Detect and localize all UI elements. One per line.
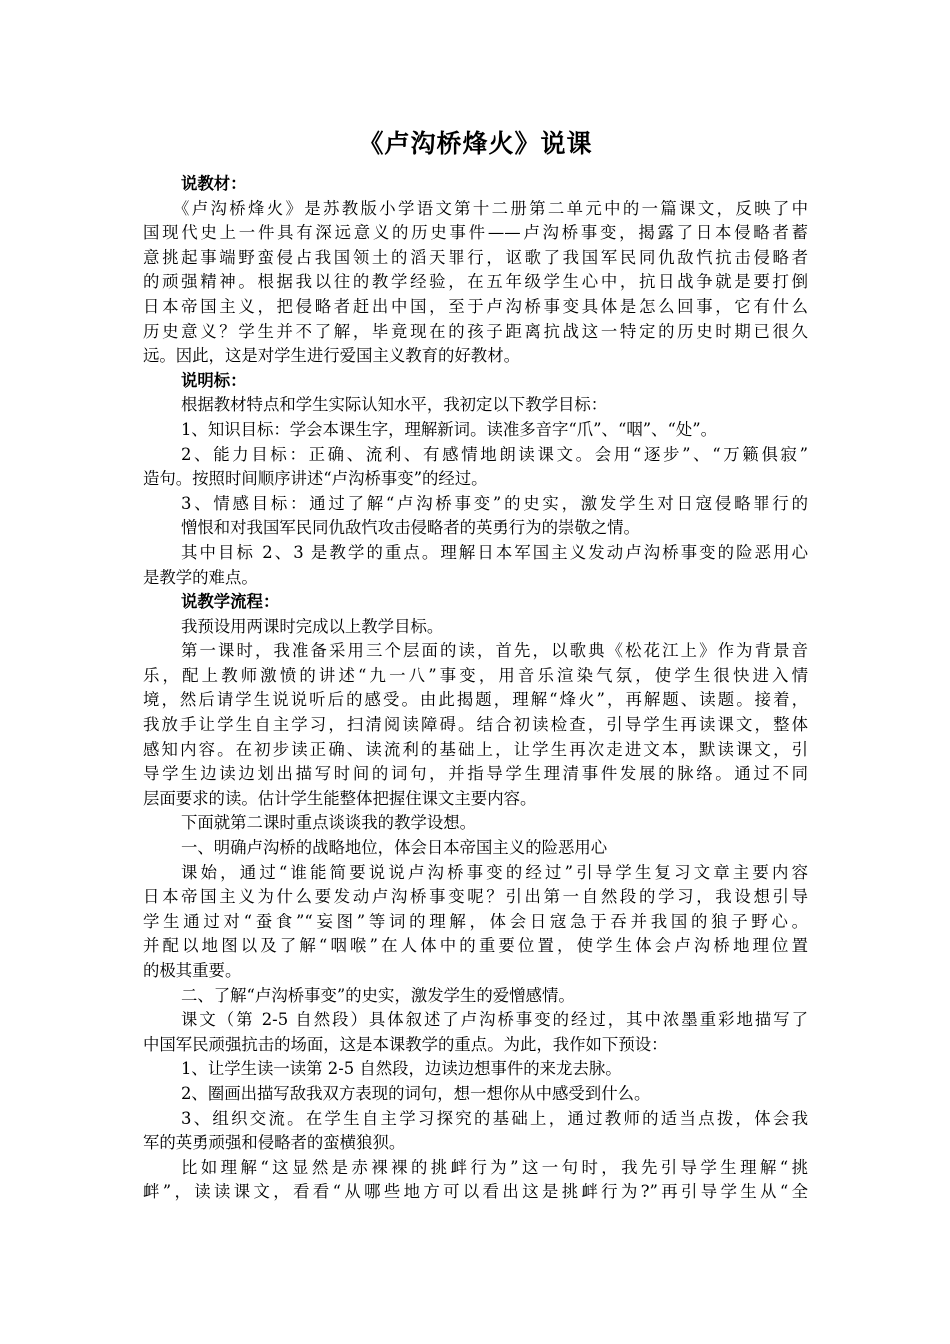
text-line: 日本帝国主义，把侵略者赶出中国，至于卢沟桥事变具体是怎么回事，它有什么 (143, 296, 808, 316)
text-line: 日本帝国主义为什么要发动卢沟桥事变呢？引出第一自然段的学习，我设想引导 (143, 887, 808, 907)
text-line: 根据教材特点和学生实际认知水平，我初定以下教学目标： (181, 395, 608, 415)
text-line: 3、情感目标：通过了解“卢沟桥事变”的史实，激发学生对日寇侵略罪行的 (181, 493, 808, 513)
text-line: 导学生边读边划出描写时间的词句，并指导学生理清事件发展的脉络。通过不同 (143, 764, 808, 784)
section-heading: 说教学流程： (181, 592, 280, 612)
text-line: 衅”，读读课文，看看“从哪些地方可以看出这是挑衅行为?”再引导学生从“全 (143, 1182, 808, 1202)
text-line: 我放手让学生自主学习，扫清阅读障碍。结合初读检查，引导学生再读课文，整体 (143, 715, 808, 735)
document-title: 《卢沟桥烽火》说课 (358, 129, 593, 158)
text-line: 二、了解“卢沟桥事变”的史实，激发学生的爱憎感情。 (181, 985, 575, 1005)
text-line: 第一课时，我准备采用三个层面的读，首先，以歌典《松花江上》作为背景音 (181, 641, 808, 661)
text-line: 境，然后请学生说说听后的感受。由此揭题，理解“烽火”，再解题、读题。接着， (143, 690, 808, 710)
text-line: 2、能力目标：正确、流利、有感情地朗读课文。会用“逐步”、“万籁俱寂” (181, 444, 808, 464)
text-line: 意挑起事端野蛮侵占我国领土的滔天罪行，讴歌了我国军民同仇敌忾抗击侵略者 (143, 247, 808, 267)
text-line: 历史意义？学生并不了解，毕竟现在的孩子距离抗战这一特定的历史时期已很久 (143, 321, 808, 341)
text-line: 感知内容。在初步读正确、读流利的基础上，让学生再次走进文本，默读课文，引 (143, 739, 808, 759)
text-line: 中国军民顽强抗击的场面，这是本课教学的重点。为此，我作如下预设： (143, 1034, 668, 1054)
text-line: 一、明确卢沟桥的战略地位，体会日本帝国主义的险恶用心 (181, 838, 608, 858)
text-line: 乐，配上教师激愤的讲述“九一八”事变，用音乐渲染气氛，使学生很快进入情 (143, 665, 808, 685)
text-line: 层面要求的读。估计学生能整体把握住课文主要内容。 (143, 788, 537, 808)
text-line: 比如理解“这显然是赤裸裸的挑衅行为”这一句时，我先引导学生理解“挑 (181, 1157, 808, 1177)
document-page (143, 128, 808, 1205)
text-line: 1、知识目标：学会本课生字，理解新词。读准多音字“爪”、“咽”、“处”。 (181, 419, 718, 439)
text-line: 1、让学生读一读第 2-5 自然段，边读边想事件的来龙去脉。 (181, 1059, 622, 1079)
text-line: 憎恨和对我国军民同仇敌忾攻击侵略者的英勇行为的崇敬之情。 (181, 518, 640, 538)
text-line: 远。因此，这是对学生进行爱国主义教育的好教材。 (143, 346, 520, 366)
text-line: 课始，通过“谁能简要说说卢沟桥事变的经过”引导学生复习文章主要内容 (181, 862, 808, 882)
text-line: 其中目标 2、3 是教学的重点。理解日本军国主义发动卢沟桥事变的险恶用心 (181, 542, 808, 562)
text-line: 2、圈画出描写敌我双方表现的词句，想一想你从中感受到什么。 (181, 1083, 651, 1103)
text-line: 下面就第二课时重点谈谈我的教学设想。 (181, 813, 477, 833)
text-line: 的极其重要。 (143, 961, 242, 980)
text-line: 3、组织交流。在学生自主学习探究的基础上，通过教师的适当点拨，体会我 (181, 1108, 808, 1128)
text-line: 造句。按照时间顺序讲述“卢沟桥事变”的经过。 (143, 469, 488, 489)
text-line: 是教学的难点。 (143, 567, 258, 587)
text-line: 课文（第 2-5 自然段）具体叙述了卢沟桥事变的经过，其中浓墨重彩地描写了 (181, 1010, 808, 1030)
section-heading: 说明标： (181, 370, 247, 390)
text-line: 学生通过对“蚕食”“妄图”等词的理解，体会日寇急于吞并我国的狼子野心。 (143, 911, 808, 931)
text-line: 并配以地图以及了解“咽喉”在人体中的重要位置，使学生体会卢沟桥地理位置 (143, 936, 808, 956)
text-line: 《卢沟桥烽火》是苏教版小学语文第十二册第二单元中的一篇课文，反映了中 (173, 198, 808, 218)
document-body (143, 172, 808, 1205)
section-heading: 说教材： (181, 174, 247, 193)
text-line: 国现代史上一件具有深远意义的历史事件——卢沟桥事变，揭露了日本侵略者蓄 (143, 223, 808, 243)
text-line: 的顽强精神。根据我以往的教学经验，在五年级学生心中，抗日战争就是要打倒 (143, 272, 808, 292)
text-line: 军的英勇顽强和侵略者的蛮横狼狈。 (143, 1133, 406, 1153)
text-line: 我预设用两课时完成以上教学目标。 (181, 616, 444, 636)
